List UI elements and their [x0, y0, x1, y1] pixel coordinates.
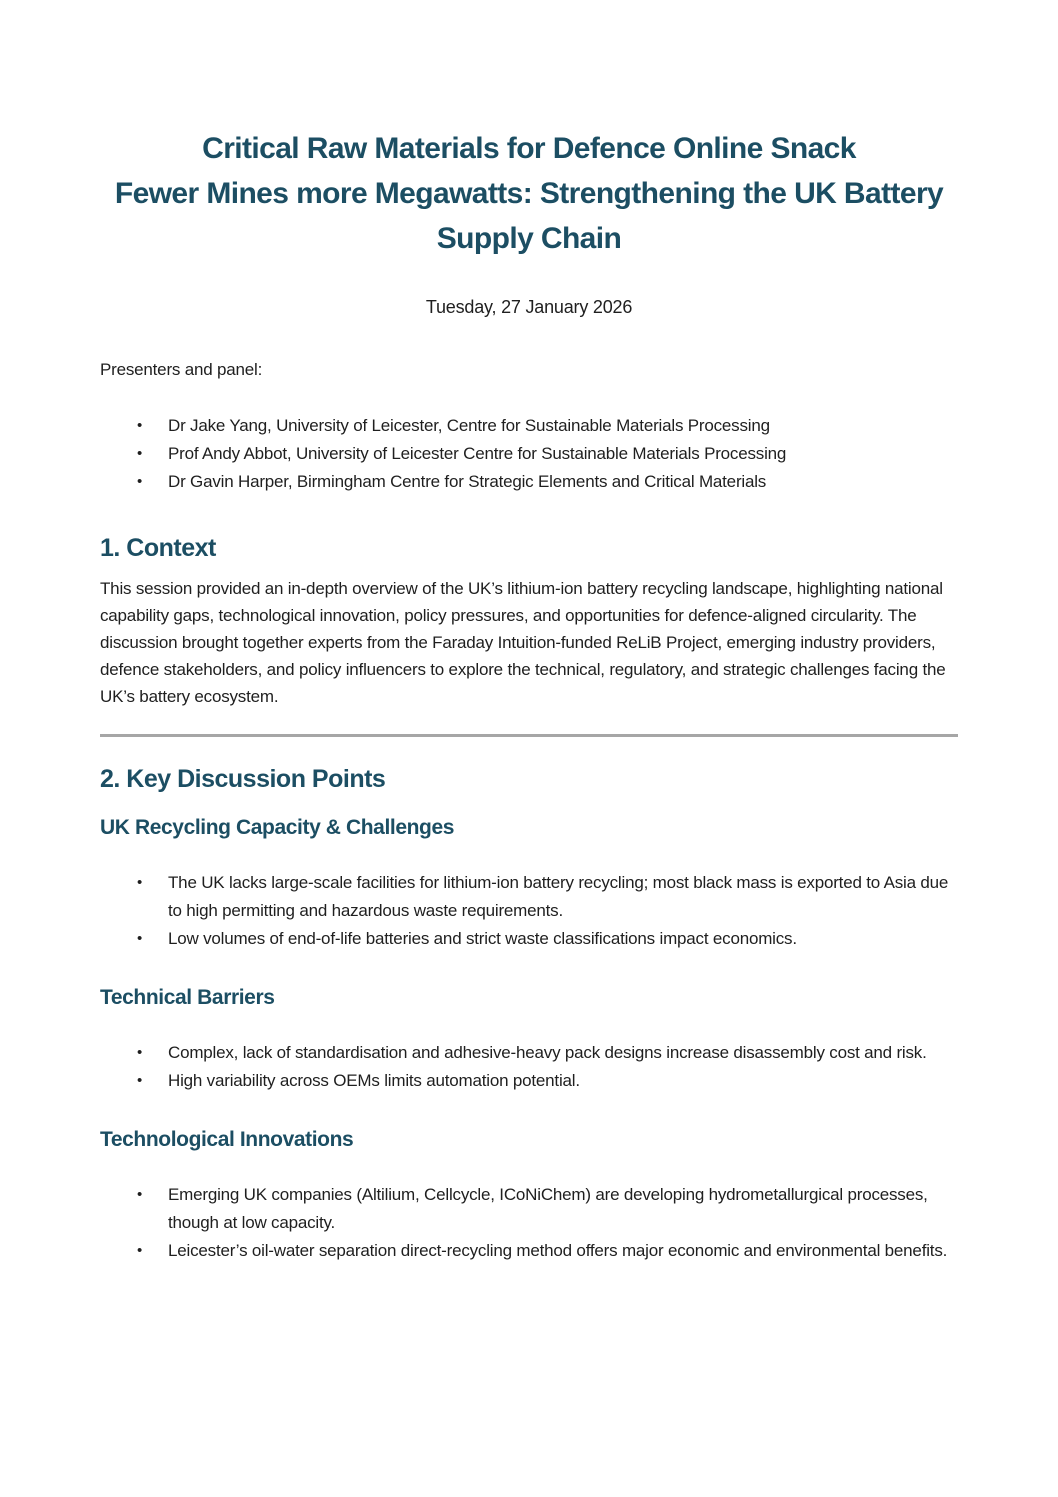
presenter-item: • Prof Andy Abbot, University of Leicester Centre for Sustainable Materials Processing: [168, 440, 958, 468]
presenters-label: Presenters and panel:: [100, 360, 263, 379]
technological-innovations-bullets: [100, 1181, 958, 1265]
bullet-item: • High variability across OEMs limits automation potential.: [168, 1067, 958, 1095]
bullet-item: • Low volumes of end-of-life batteries and strict waste classifications impact economics.: [168, 925, 958, 953]
subsection-heading-technical-barriers: Technical Barriers: [100, 986, 275, 1009]
subsection-heading-recycling-capacity: UK Recycling Capacity & Challenges: [100, 816, 455, 839]
bullet-item: • Emerging UK companies (Altilium, Cellcycle, ICoNiChem) are developing hydrometallurgical processes, though at low capacity.: [168, 1181, 958, 1237]
bullet-item: • The UK lacks large-scale facilities for lithium-ion battery recycling; most black mass is exported to Asia due to high permitting and hazardous waste requirements.: [168, 869, 958, 925]
bullet-item: • Complex, lack of standardisation and adhesive-heavy pack designs increase disassembly cost and risk.: [168, 1039, 958, 1067]
document-title-line1: Critical Raw Materials for Defence Online Snack: [202, 132, 856, 165]
recycling-capacity-bullets: [100, 869, 958, 953]
section-divider: [100, 734, 958, 737]
context-heading: 1. Context: [100, 534, 216, 562]
context-body: This session provided an in-depth overview of the UK’s lithium-ion battery recycling landscape, highlighting national capability gaps, technological innovation, policy pressures, and opportunities for defence-aligned circularity. The discussion brought together experts from the Faraday Intuition-funded ReLiB Project, emerging industry providers, defence stakeholders, and policy influencers to explore the technical, regulatory, and strategic challenges facing the UK’s battery ecosystem.: [100, 579, 946, 706]
subsection-heading-technological-innovations: Technological Innovations: [100, 1128, 354, 1151]
presenters-list: [100, 412, 958, 496]
technical-barriers-bullets: [100, 1039, 958, 1095]
document-date: Tuesday, 27 January 2026: [425, 297, 633, 317]
bullet-item: • Leicester’s oil-water separation direct-recycling method offers major economic and environmental benefits.: [168, 1237, 958, 1265]
presenter-item: • Dr Jake Yang, University of Leicester, Centre for Sustainable Materials Processing: [168, 412, 958, 440]
key-points-heading: 2. Key Discussion Points: [100, 765, 386, 793]
document-title-line2: Fewer Mines more Megawatts: Strengthening the UK Battery Supply Chain: [114, 177, 944, 255]
presenter-item: • Dr Gavin Harper, Birmingham Centre for Strategic Elements and Critical Materials: [168, 468, 958, 496]
document-title: [100, 126, 958, 261]
